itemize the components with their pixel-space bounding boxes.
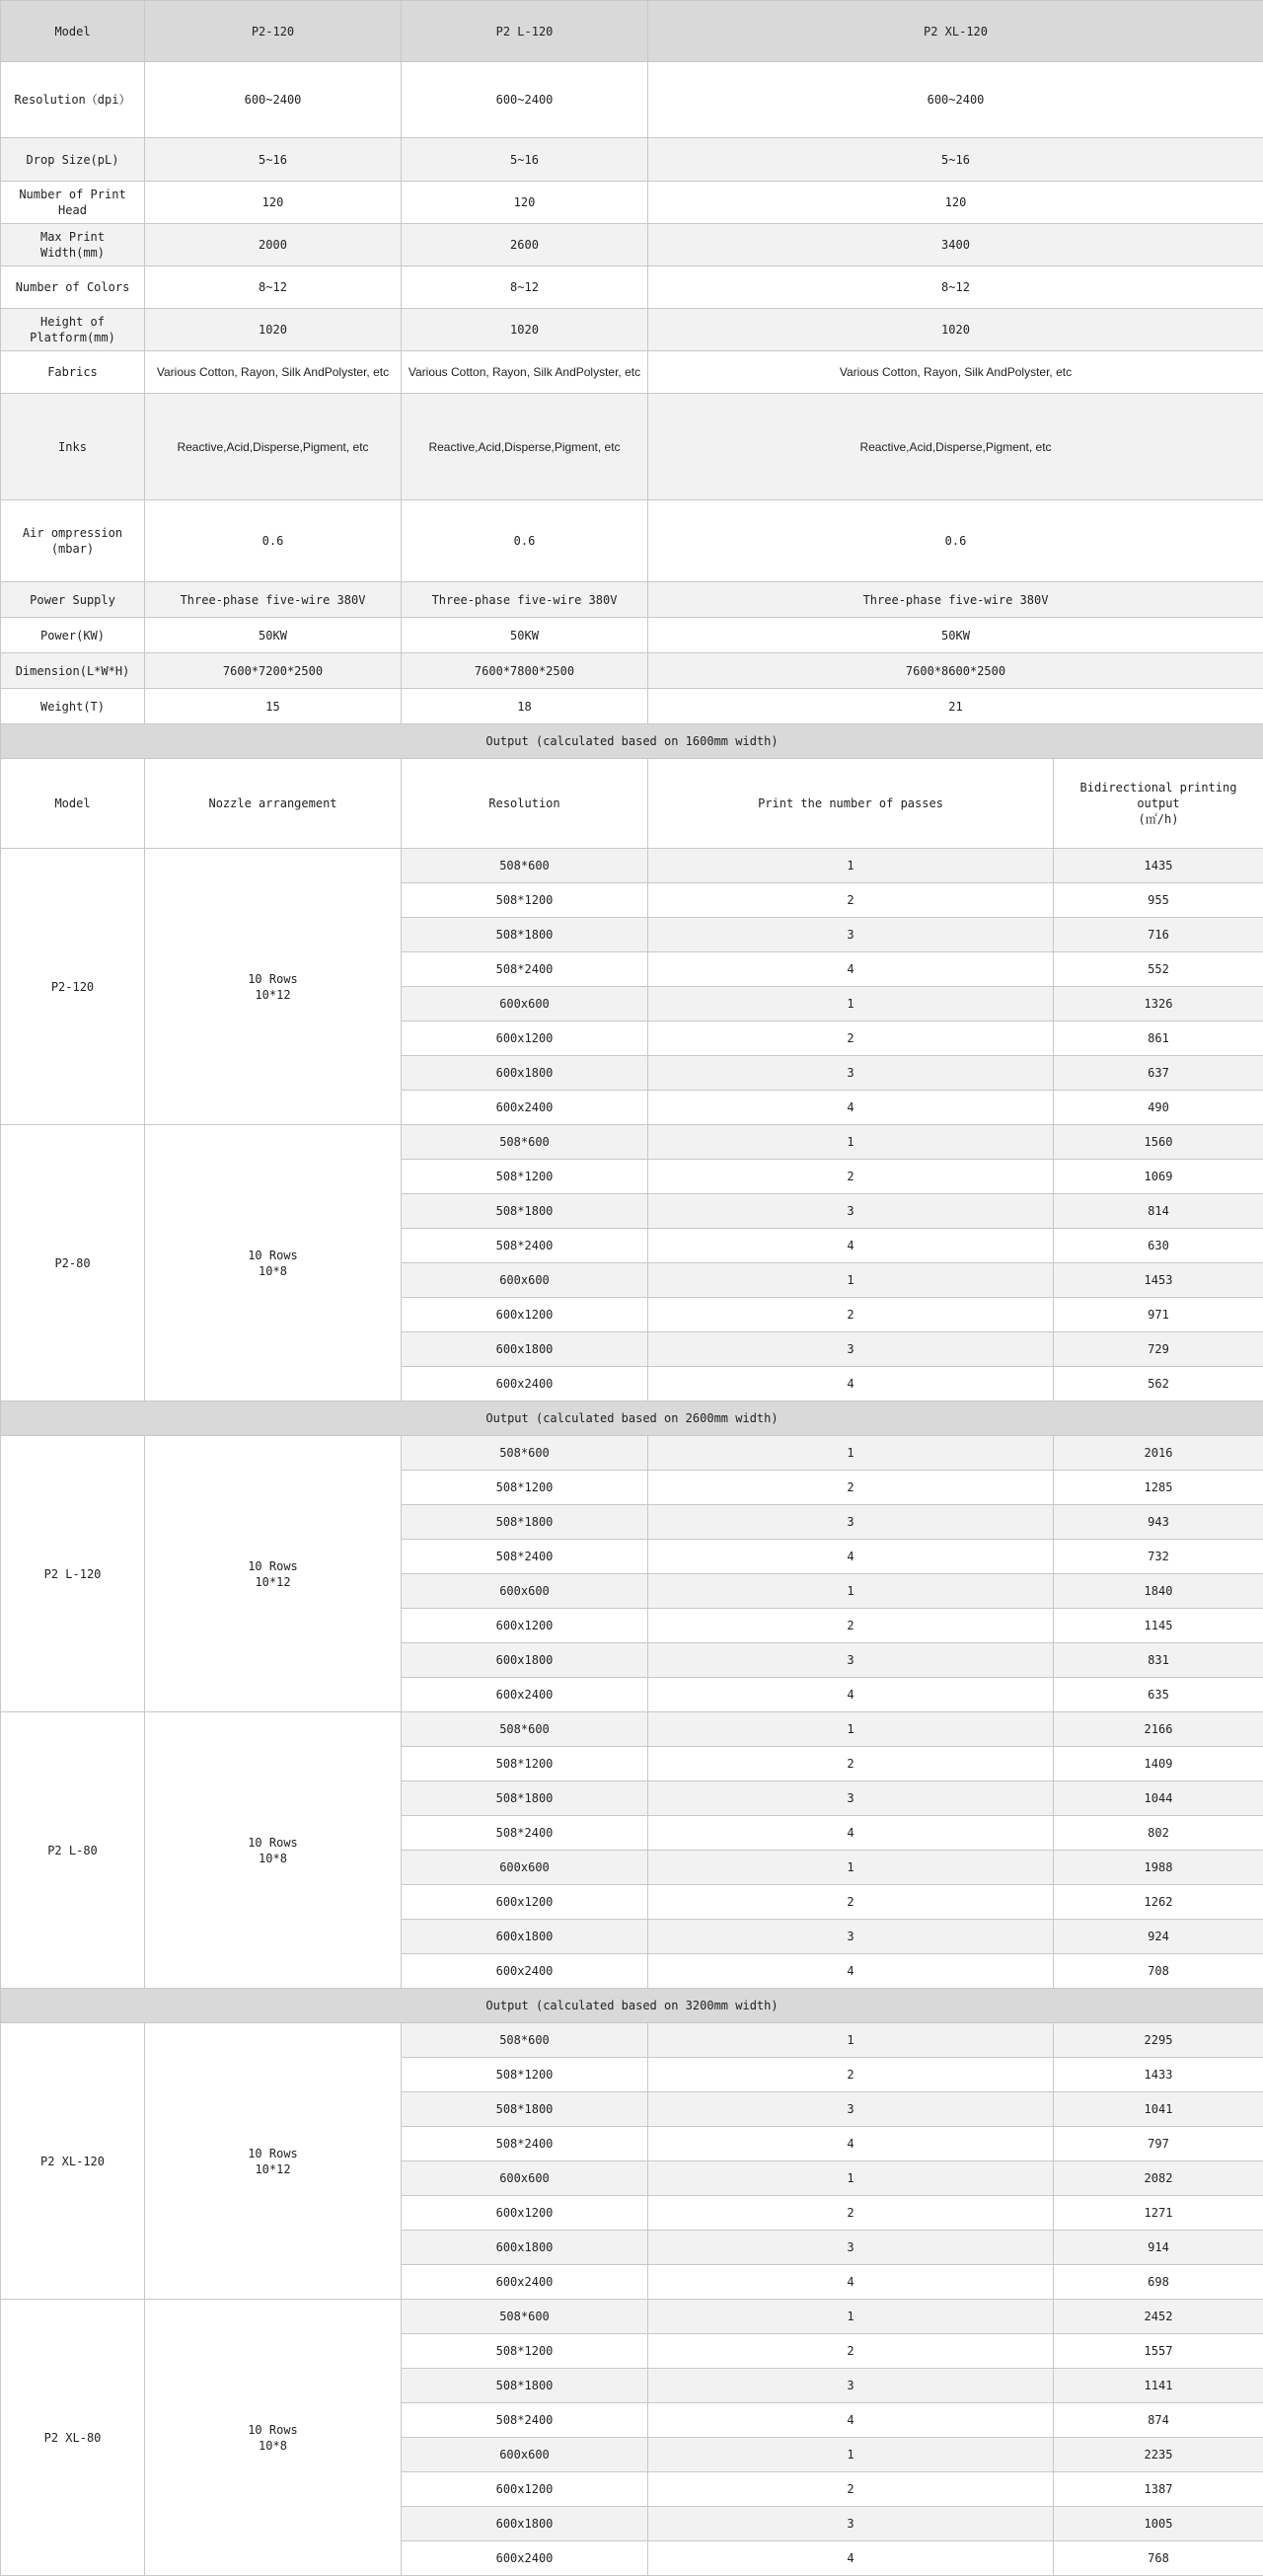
output-value: 1387 — [1054, 2472, 1263, 2507]
output-passes: 4 — [648, 1540, 1054, 1574]
output-section-title: Output (calculated based on 3200mm width) — [1, 1989, 1263, 2023]
spec-value: Reactive,Acid,Disperse,Pigment, etc — [648, 394, 1263, 500]
output-nozzle-arrangement: 10 Rows 10*8 — [145, 1125, 402, 1402]
output-column-header: Resolution — [402, 759, 648, 849]
output-column-header: Bidirectional printing output (㎡/h) — [1054, 759, 1263, 849]
output-passes: 1 — [648, 2438, 1054, 2472]
output-resolution: 508*2400 — [402, 1540, 648, 1574]
spec-label: Inks — [1, 394, 145, 500]
spec-header-row — [1, 1, 1263, 62]
output-column-header-row — [1, 759, 1263, 849]
spec-value: 50KW — [402, 618, 648, 653]
output-passes: 1 — [648, 1263, 1054, 1298]
output-column-header: Model — [1, 759, 145, 849]
spec-value: 600~2400 — [648, 62, 1263, 138]
output-value: 1285 — [1054, 1471, 1263, 1505]
output-resolution: 600x2400 — [402, 2541, 648, 2576]
output-value: 1435 — [1054, 849, 1263, 883]
spec-row — [1, 582, 1263, 618]
spec-label: Power(KW) — [1, 618, 145, 653]
output-passes: 1 — [648, 2161, 1054, 2196]
output-passes: 1 — [648, 1125, 1054, 1160]
output-value: 797 — [1054, 2127, 1263, 2161]
spec-row — [1, 351, 1263, 394]
output-resolution: 508*600 — [402, 1436, 648, 1471]
output-value: 1044 — [1054, 1781, 1263, 1816]
output-resolution: 600x1200 — [402, 2196, 648, 2231]
output-model: P2 L-80 — [1, 1712, 145, 1989]
output-value: 630 — [1054, 1229, 1263, 1263]
spec-row — [1, 618, 1263, 653]
spec-value: Three-phase five-wire 380V — [648, 582, 1263, 618]
output-value: 1271 — [1054, 2196, 1263, 2231]
output-value: 1409 — [1054, 1747, 1263, 1781]
output-passes: 1 — [648, 1712, 1054, 1747]
output-passes: 4 — [648, 2541, 1054, 2576]
output-passes: 2 — [648, 2472, 1054, 2507]
spec-row — [1, 689, 1263, 724]
output-row — [1, 2023, 1263, 2058]
output-resolution: 600x600 — [402, 2161, 648, 2196]
output-value: 1988 — [1054, 1851, 1263, 1885]
output-passes: 1 — [648, 1574, 1054, 1609]
output-resolution: 600x1800 — [402, 1643, 648, 1678]
output-passes: 2 — [648, 1747, 1054, 1781]
output-value: 716 — [1054, 918, 1263, 952]
output-resolution: 508*600 — [402, 2300, 648, 2334]
output-passes: 2 — [648, 1160, 1054, 1194]
output-resolution: 508*1200 — [402, 883, 648, 918]
output-resolution: 508*1800 — [402, 918, 648, 952]
output-value: 552 — [1054, 952, 1263, 987]
output-value: 2452 — [1054, 2300, 1263, 2334]
spec-label: Power Supply — [1, 582, 145, 618]
output-passes: 4 — [648, 1091, 1054, 1125]
output-section-title-row — [1, 1989, 1263, 2023]
spec-label: Height of Platform(mm) — [1, 309, 145, 351]
spec-value: 7600*8600*2500 — [648, 653, 1263, 689]
output-resolution: 508*1200 — [402, 2334, 648, 2369]
output-resolution: 508*600 — [402, 849, 648, 883]
spec-value: Various Cotton, Rayon, Silk AndPolyster, etc — [402, 351, 648, 394]
output-model: P2-80 — [1, 1125, 145, 1402]
output-passes: 1 — [648, 1436, 1054, 1471]
output-nozzle-arrangement: 10 Rows 10*12 — [145, 1436, 402, 1712]
output-passes: 2 — [648, 1022, 1054, 1056]
output-resolution: 600x1800 — [402, 1920, 648, 1954]
output-resolution: 600x2400 — [402, 1678, 648, 1712]
output-section-title-row — [1, 1402, 1263, 1436]
output-resolution: 600x600 — [402, 1574, 648, 1609]
output-model: P2-120 — [1, 849, 145, 1125]
output-row — [1, 849, 1263, 883]
output-resolution: 508*1800 — [402, 2092, 648, 2127]
output-value: 729 — [1054, 1332, 1263, 1367]
spec-model-header: P2 XL-120 — [648, 1, 1263, 62]
output-value: 562 — [1054, 1367, 1263, 1402]
output-nozzle-arrangement: 10 Rows 10*12 — [145, 849, 402, 1125]
output-resolution: 508*600 — [402, 1125, 648, 1160]
output-model: P2 L-120 — [1, 1436, 145, 1712]
spec-value: 7600*7200*2500 — [145, 653, 402, 689]
spec-value: 8~12 — [648, 266, 1263, 309]
output-row — [1, 1436, 1263, 1471]
output-value: 1453 — [1054, 1263, 1263, 1298]
output-passes: 3 — [648, 2369, 1054, 2403]
output-section-title-row — [1, 724, 1263, 759]
output-value: 1557 — [1054, 2334, 1263, 2369]
output-resolution: 600x1200 — [402, 1298, 648, 1332]
output-passes: 3 — [648, 1332, 1054, 1367]
output-resolution: 600x2400 — [402, 2265, 648, 2300]
spec-row — [1, 394, 1263, 500]
output-value: 802 — [1054, 1816, 1263, 1851]
spec-value: 1020 — [402, 309, 648, 351]
output-resolution: 600x1800 — [402, 1056, 648, 1091]
output-value: 955 — [1054, 883, 1263, 918]
spec-row — [1, 182, 1263, 224]
spec-label: Dimension(L*W*H) — [1, 653, 145, 689]
spec-row — [1, 309, 1263, 351]
output-passes: 4 — [648, 1954, 1054, 1989]
output-value: 924 — [1054, 1920, 1263, 1954]
output-value: 861 — [1054, 1022, 1263, 1056]
output-value: 1145 — [1054, 1609, 1263, 1643]
output-value: 2166 — [1054, 1712, 1263, 1747]
output-resolution: 508*1800 — [402, 1505, 648, 1540]
spec-value: 600~2400 — [402, 62, 648, 138]
spec-value: 1020 — [648, 309, 1263, 351]
output-resolution: 508*1800 — [402, 1194, 648, 1229]
spec-value: 5~16 — [145, 138, 402, 182]
output-resolution: 508*1200 — [402, 1160, 648, 1194]
output-passes: 4 — [648, 1816, 1054, 1851]
spec-label: Number of Print Head — [1, 182, 145, 224]
output-value: 1069 — [1054, 1160, 1263, 1194]
output-resolution: 600x1200 — [402, 1609, 648, 1643]
output-value: 943 — [1054, 1505, 1263, 1540]
output-resolution: 508*2400 — [402, 1229, 648, 1263]
output-resolution: 600x1200 — [402, 2472, 648, 2507]
spec-row — [1, 62, 1263, 138]
output-value: 732 — [1054, 1540, 1263, 1574]
spec-value: 21 — [648, 689, 1263, 724]
spec-value: Various Cotton, Rayon, Silk AndPolyster, etc — [145, 351, 402, 394]
spec-value: 8~12 — [145, 266, 402, 309]
output-value: 490 — [1054, 1091, 1263, 1125]
output-value: 2235 — [1054, 2438, 1263, 2472]
output-resolution: 600x1800 — [402, 2231, 648, 2265]
spec-value: 5~16 — [402, 138, 648, 182]
output-passes: 3 — [648, 2231, 1054, 2265]
output-value: 1326 — [1054, 987, 1263, 1022]
output-row — [1, 1125, 1263, 1160]
output-passes: 3 — [648, 1781, 1054, 1816]
output-resolution: 508*1800 — [402, 2369, 648, 2403]
spec-value: 0.6 — [145, 500, 402, 582]
output-resolution: 508*1200 — [402, 1471, 648, 1505]
spec-value: 120 — [648, 182, 1263, 224]
output-passes: 3 — [648, 918, 1054, 952]
spec-label: Air ompression (mbar) — [1, 500, 145, 582]
spec-table-body — [1, 1, 1263, 2576]
output-value: 1005 — [1054, 2507, 1263, 2541]
output-resolution: 600x2400 — [402, 1954, 648, 1989]
spec-value: 1020 — [145, 309, 402, 351]
output-passes: 1 — [648, 849, 1054, 883]
spec-value: Three-phase five-wire 380V — [402, 582, 648, 618]
spec-label: Number of Colors — [1, 266, 145, 309]
output-value: 1840 — [1054, 1574, 1263, 1609]
output-resolution: 508*2400 — [402, 952, 648, 987]
output-passes: 4 — [648, 1678, 1054, 1712]
spec-header-label: Model — [1, 1, 145, 62]
output-resolution: 508*2400 — [402, 2403, 648, 2438]
spec-model-header: P2 L-120 — [402, 1, 648, 62]
output-passes: 2 — [648, 1298, 1054, 1332]
output-passes: 3 — [648, 1194, 1054, 1229]
spec-value: 18 — [402, 689, 648, 724]
output-resolution: 600x600 — [402, 987, 648, 1022]
output-passes: 1 — [648, 2023, 1054, 2058]
output-value: 2082 — [1054, 2161, 1263, 2196]
output-column-header: Nozzle arrangement — [145, 759, 402, 849]
spec-value: Reactive,Acid,Disperse,Pigment, etc — [145, 394, 402, 500]
spec-row — [1, 266, 1263, 309]
spec-value: Reactive,Acid,Disperse,Pigment, etc — [402, 394, 648, 500]
output-passes: 2 — [648, 1885, 1054, 1920]
spec-value: 0.6 — [402, 500, 648, 582]
output-resolution: 600x1200 — [402, 1885, 648, 1920]
output-model: P2 XL-120 — [1, 2023, 145, 2300]
output-nozzle-arrangement: 10 Rows 10*8 — [145, 2300, 402, 2576]
output-passes: 4 — [648, 2127, 1054, 2161]
output-resolution: 600x1800 — [402, 1332, 648, 1367]
spec-value: 600~2400 — [145, 62, 402, 138]
spec-label: Resolution（dpi） — [1, 62, 145, 138]
output-value: 1141 — [1054, 2369, 1263, 2403]
output-value: 637 — [1054, 1056, 1263, 1091]
spec-label: Fabrics — [1, 351, 145, 394]
output-resolution: 600x600 — [402, 1263, 648, 1298]
output-passes: 2 — [648, 2196, 1054, 2231]
output-passes: 4 — [648, 1367, 1054, 1402]
output-passes: 3 — [648, 2092, 1054, 2127]
output-passes: 4 — [648, 1229, 1054, 1263]
spec-value: 120 — [145, 182, 402, 224]
output-value: 914 — [1054, 2231, 1263, 2265]
spec-value: 50KW — [648, 618, 1263, 653]
output-value: 1560 — [1054, 1125, 1263, 1160]
output-value: 1262 — [1054, 1885, 1263, 1920]
output-value: 768 — [1054, 2541, 1263, 2576]
output-resolution: 600x2400 — [402, 1367, 648, 1402]
output-passes: 3 — [648, 1920, 1054, 1954]
spec-row — [1, 653, 1263, 689]
output-passes: 3 — [648, 1056, 1054, 1091]
output-passes: 2 — [648, 1609, 1054, 1643]
output-model: P2 XL-80 — [1, 2300, 145, 2576]
output-resolution: 508*1200 — [402, 2058, 648, 2092]
spec-value: Three-phase five-wire 380V — [145, 582, 402, 618]
output-passes: 3 — [648, 2507, 1054, 2541]
output-passes: 1 — [648, 987, 1054, 1022]
output-column-header: Print the number of passes — [648, 759, 1054, 849]
output-passes: 4 — [648, 2265, 1054, 2300]
spec-model-header: P2-120 — [145, 1, 402, 62]
output-passes: 1 — [648, 2300, 1054, 2334]
spec-value: 15 — [145, 689, 402, 724]
output-value: 874 — [1054, 2403, 1263, 2438]
spec-label: Weight(T) — [1, 689, 145, 724]
spec-value: 5~16 — [648, 138, 1263, 182]
output-passes: 2 — [648, 2334, 1054, 2369]
output-passes: 3 — [648, 1643, 1054, 1678]
output-value: 1041 — [1054, 2092, 1263, 2127]
spec-label: Drop Size(pL) — [1, 138, 145, 182]
output-section-title: Output (calculated based on 2600mm width) — [1, 1402, 1263, 1436]
output-nozzle-arrangement: 10 Rows 10*12 — [145, 2023, 402, 2300]
output-value: 2295 — [1054, 2023, 1263, 2058]
output-passes: 3 — [648, 1505, 1054, 1540]
output-value: 814 — [1054, 1194, 1263, 1229]
output-resolution: 600x1800 — [402, 2507, 648, 2541]
output-nozzle-arrangement: 10 Rows 10*8 — [145, 1712, 402, 1989]
spec-value: 7600*7800*2500 — [402, 653, 648, 689]
output-resolution: 600x600 — [402, 1851, 648, 1885]
output-resolution: 508*2400 — [402, 1816, 648, 1851]
spec-row — [1, 224, 1263, 266]
spec-value: 2000 — [145, 224, 402, 266]
output-section-title: Output (calculated based on 1600mm width) — [1, 724, 1263, 759]
output-row — [1, 1712, 1263, 1747]
spec-value: 8~12 — [402, 266, 648, 309]
spec-value: 0.6 — [648, 500, 1263, 582]
output-passes: 2 — [648, 2058, 1054, 2092]
output-resolution: 508*1800 — [402, 1781, 648, 1816]
spec-value: Various Cotton, Rayon, Silk AndPolyster, etc — [648, 351, 1263, 394]
output-passes: 4 — [648, 2403, 1054, 2438]
spec-row — [1, 500, 1263, 582]
output-passes: 4 — [648, 952, 1054, 987]
output-resolution: 600x1200 — [402, 1022, 648, 1056]
output-resolution: 508*600 — [402, 2023, 648, 2058]
output-row — [1, 2300, 1263, 2334]
output-value: 1433 — [1054, 2058, 1263, 2092]
output-passes: 2 — [648, 1471, 1054, 1505]
output-resolution: 508*2400 — [402, 2127, 648, 2161]
output-resolution: 600x2400 — [402, 1091, 648, 1125]
output-passes: 2 — [648, 883, 1054, 918]
output-resolution: 508*1200 — [402, 1747, 648, 1781]
output-value: 698 — [1054, 2265, 1263, 2300]
spec-row — [1, 138, 1263, 182]
output-value: 831 — [1054, 1643, 1263, 1678]
output-value: 971 — [1054, 1298, 1263, 1332]
spec-label: Max Print Width(mm) — [1, 224, 145, 266]
spec-value: 50KW — [145, 618, 402, 653]
output-resolution: 508*600 — [402, 1712, 648, 1747]
output-value: 635 — [1054, 1678, 1263, 1712]
output-resolution: 600x600 — [402, 2438, 648, 2472]
spec-value: 3400 — [648, 224, 1263, 266]
spec-value: 120 — [402, 182, 648, 224]
spec-value: 2600 — [402, 224, 648, 266]
output-passes: 1 — [648, 1851, 1054, 1885]
output-value: 2016 — [1054, 1436, 1263, 1471]
output-value: 708 — [1054, 1954, 1263, 1989]
